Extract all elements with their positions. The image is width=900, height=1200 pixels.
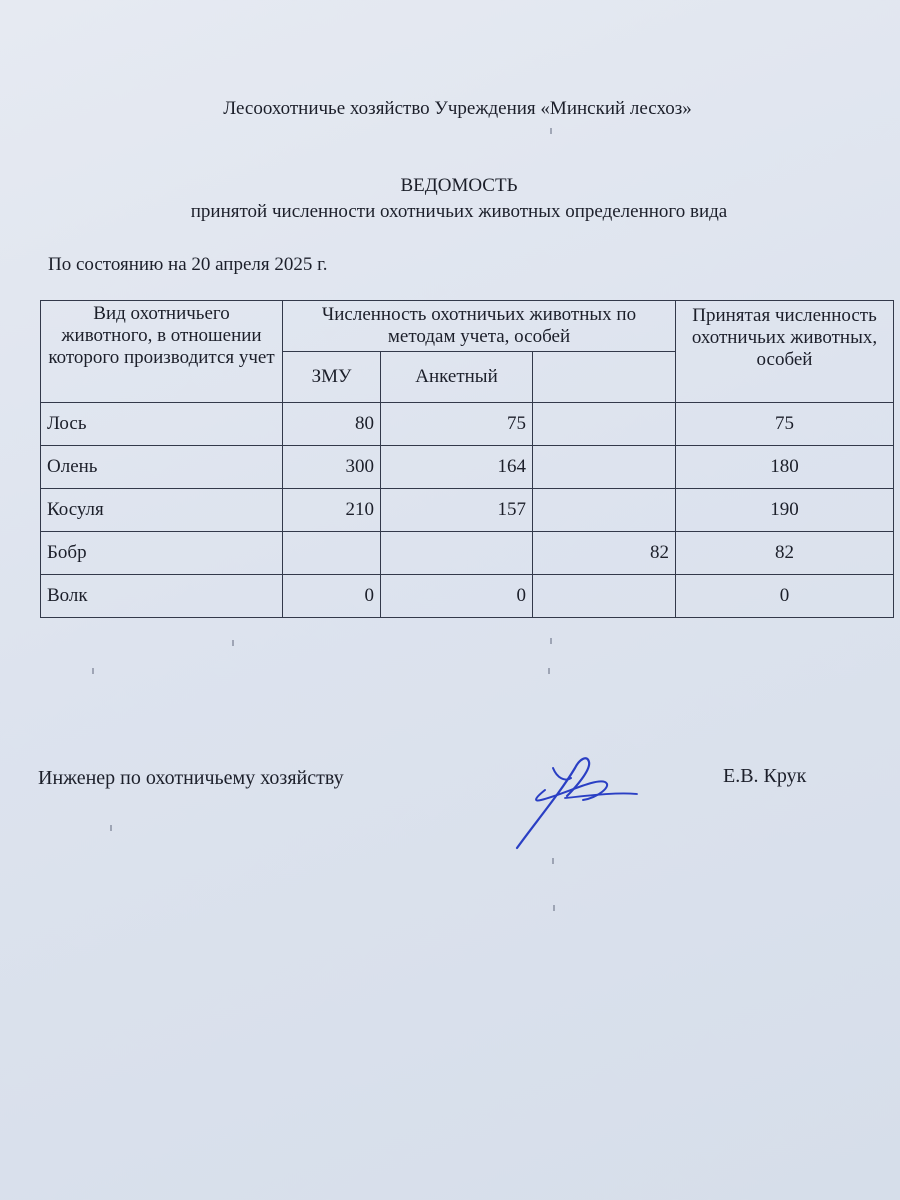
row-extra bbox=[533, 575, 676, 618]
row-species: Косуля bbox=[41, 489, 283, 532]
table-row bbox=[41, 489, 894, 532]
row-anket: 164 bbox=[381, 446, 533, 489]
row-extra bbox=[533, 489, 676, 532]
table-row bbox=[41, 575, 894, 618]
row-species: Бобр bbox=[41, 532, 283, 575]
paper-speck bbox=[550, 638, 552, 644]
table-header-row bbox=[41, 301, 894, 352]
header-species: Вид охотничьего животного, в отношении которого производится учет bbox=[41, 301, 283, 403]
header-methods-group: Численность охотничьих животных по методам учета, особей bbox=[283, 301, 676, 352]
row-anket bbox=[381, 532, 533, 575]
header-method-anket: Анкетный bbox=[381, 352, 533, 403]
row-accepted: 180 bbox=[676, 446, 894, 489]
paper-speck bbox=[548, 668, 550, 674]
row-anket: 75 bbox=[381, 403, 533, 446]
row-extra bbox=[533, 446, 676, 489]
row-zmu: 300 bbox=[283, 446, 381, 489]
row-species: Волк bbox=[41, 575, 283, 618]
row-anket: 0 bbox=[381, 575, 533, 618]
row-zmu: 210 bbox=[283, 489, 381, 532]
population-table bbox=[40, 300, 894, 618]
paper-speck bbox=[550, 128, 552, 134]
row-zmu bbox=[283, 532, 381, 575]
organization-name: Лесоохотничье хозяйство Учреждения «Минский лесхоз» bbox=[223, 98, 692, 119]
table-row bbox=[41, 532, 894, 575]
paper-speck bbox=[232, 640, 234, 646]
paper-speck bbox=[553, 905, 555, 911]
row-accepted: 190 bbox=[676, 489, 894, 532]
header-accepted: Принятая численность охотничьих животных, особей bbox=[676, 301, 894, 403]
paper-speck bbox=[92, 668, 94, 674]
row-extra: 82 bbox=[533, 532, 676, 575]
row-species: Олень bbox=[41, 446, 283, 489]
header-method-extra bbox=[533, 352, 676, 403]
signature-icon bbox=[505, 748, 645, 858]
row-zmu: 0 bbox=[283, 575, 381, 618]
header-method-zmu: ЗМУ bbox=[283, 352, 381, 403]
signer-name: Е.В. Крук bbox=[723, 765, 807, 787]
table-row bbox=[41, 446, 894, 489]
as-of-date: По состоянию на 20 апреля 2025 г. bbox=[48, 254, 328, 275]
document-subtitle: принятой численности охотничьих животных определенного вида bbox=[190, 201, 728, 222]
table-row bbox=[41, 403, 894, 446]
row-accepted: 0 bbox=[676, 575, 894, 618]
row-accepted: 75 bbox=[676, 403, 894, 446]
signer-role: Инженер по охотничьему хозяйству bbox=[38, 767, 344, 789]
row-extra bbox=[533, 403, 676, 446]
row-species: Лось bbox=[41, 403, 283, 446]
row-anket: 157 bbox=[381, 489, 533, 532]
paper-speck bbox=[110, 825, 112, 831]
row-zmu: 80 bbox=[283, 403, 381, 446]
paper-speck bbox=[552, 858, 554, 864]
row-accepted: 82 bbox=[676, 532, 894, 575]
document-title: ВЕДОМОСТЬ bbox=[400, 175, 518, 196]
